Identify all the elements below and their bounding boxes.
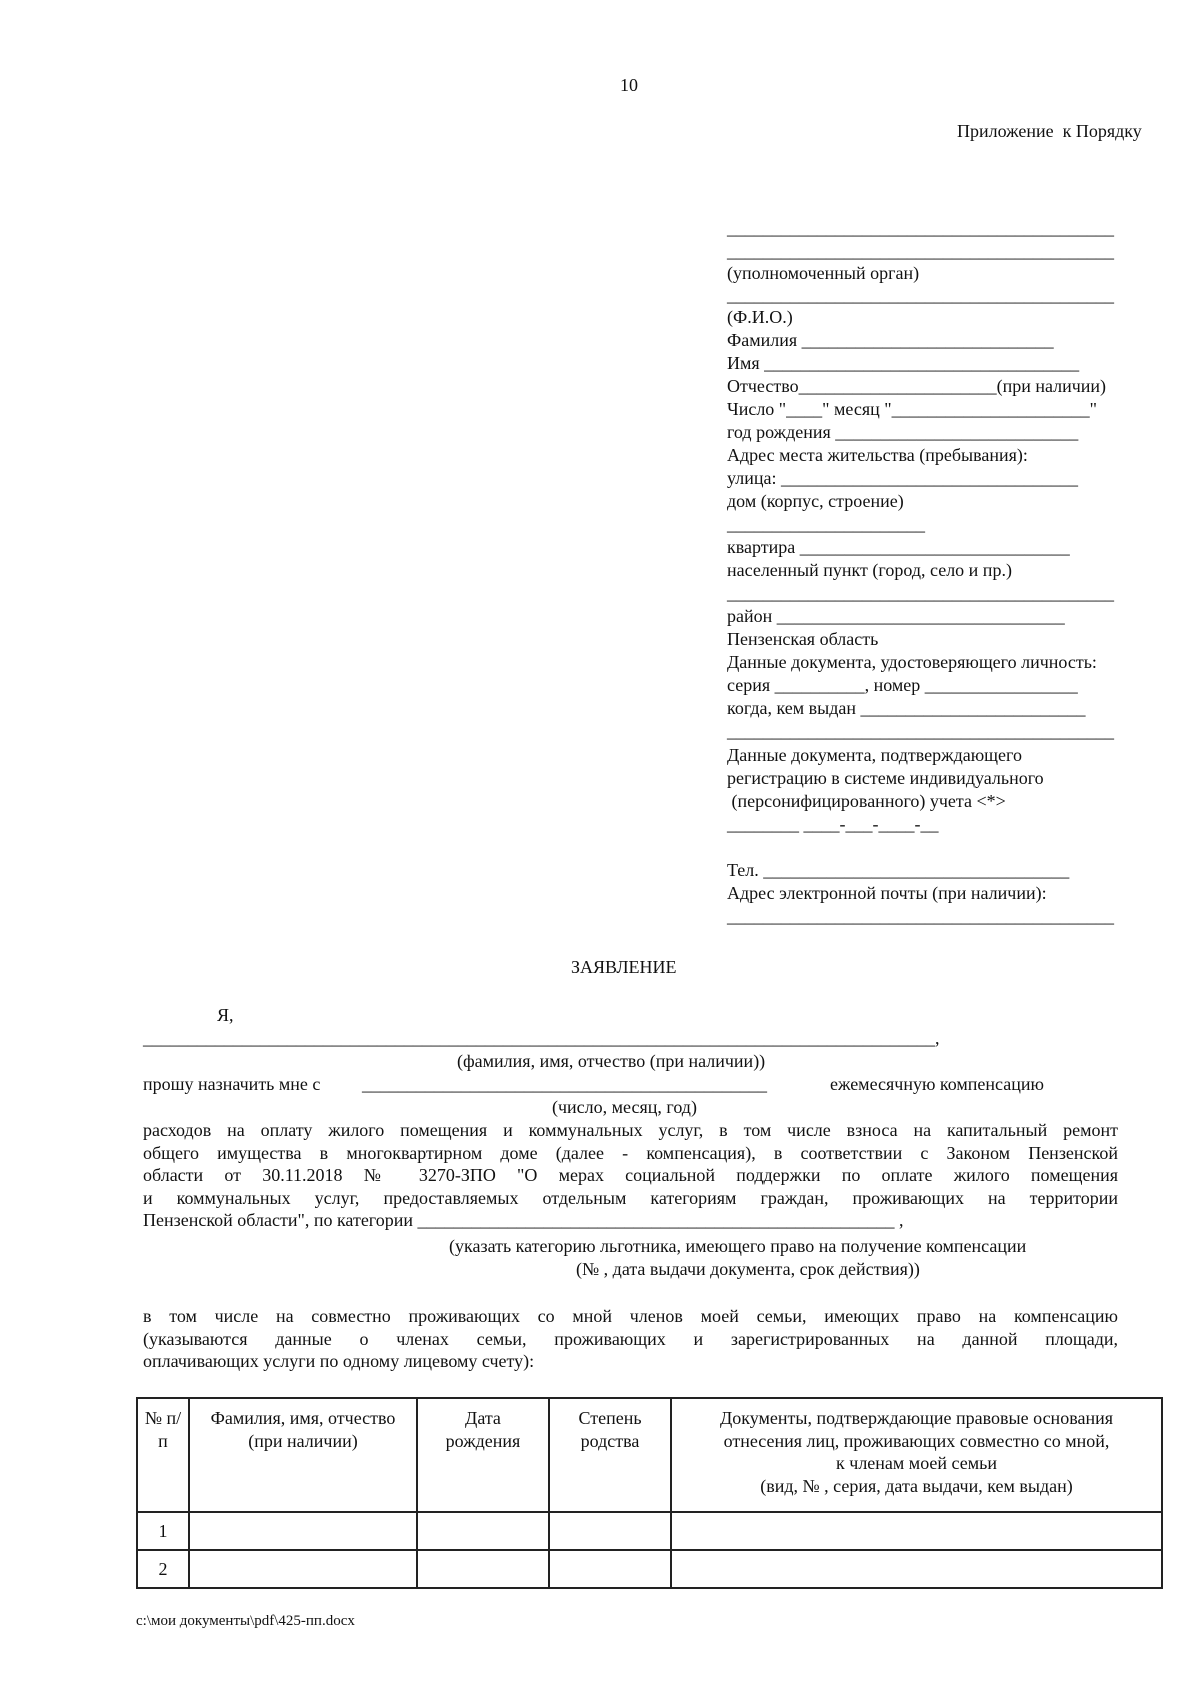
birth-year-field: год рождения ___________________________ [727, 422, 1079, 442]
statement-paragraph-line: общего имущества в многоквартирном доме (далее - компенсация), в соответствии с Законом Пензенской [143, 1142, 1118, 1163]
authority-caption: (уполномоченный орган) [727, 263, 920, 283]
header-documents: Документы, подтверждающие правовые основания отнесения лиц, проживающих совместно со мной, к членам моей семьи (вид, № , серия, дата выдачи, кем выдан) [671, 1398, 1162, 1512]
statement-paragraph-line: расходов на оплату жилого помещения и коммунальных услуг, в том числе взноса на капитальный ремонт [143, 1120, 1118, 1140]
applicant-name-line: ________________________________________________________________________________________, [143, 1028, 940, 1048]
street-field: улица: _________________________________ [727, 468, 1078, 488]
region-text: Пензенская область [727, 629, 879, 649]
family-members-table [136, 1397, 1163, 1589]
birth-date-cell [417, 1512, 549, 1550]
authority-line-2: ___________________________________________ [727, 241, 1114, 261]
house-field: ______________________ [727, 514, 925, 534]
page-number: 10 [620, 75, 638, 95]
phone-field: Тел. __________________________________ [727, 860, 1070, 880]
statement-paragraph-line: области от 30.11.2018 № 3270-ЗПО "О мерах социальной поддержки по оплате жилого помещения [143, 1165, 1118, 1185]
category-caption-2: (№ , дата выдачи документа, срок действия)) [576, 1259, 920, 1279]
snils-field: ________ ____-___-____-__ [727, 814, 939, 834]
email-caption: Адрес электронной почты (при наличии): [727, 883, 1047, 903]
documents-cell [671, 1550, 1162, 1588]
request-date-line: _____________________________________________ [362, 1074, 767, 1094]
authority-line-1: ___________________________________________ [727, 218, 1114, 238]
address-caption: Адрес места жительства (пребывания): [727, 445, 1028, 465]
snils-caption-3: (персонифицированного) учета <*> [727, 791, 1006, 811]
first-name-field: Имя ___________________________________ [727, 353, 1080, 373]
applicant-name-caption: (фамилия, имя, отчество (при наличии)) [457, 1051, 766, 1071]
relationship-cell [549, 1512, 671, 1550]
table-row [137, 1512, 1162, 1550]
family-paragraph [143, 1305, 1118, 1373]
statement-title: ЗАЯВЛЕНИЕ [571, 957, 677, 977]
statement-paragraph-line: и коммунальных услуг, предоставляемых отдельным категориям граждан, проживающих на территории [143, 1187, 1118, 1208]
fio-caption: (Ф.И.О.) [727, 307, 793, 327]
header-relationship: Степень родства [549, 1398, 671, 1512]
id-doc-caption: Данные документа, удостоверяющего личность: [727, 652, 1097, 672]
statement-i: Я, [217, 1005, 234, 1025]
full-name-cell [189, 1550, 417, 1588]
table-row [137, 1550, 1162, 1588]
id-series-number-field: серия __________, номер _________________ [727, 675, 1078, 695]
request-date-caption: (число, месяц, год) [552, 1097, 697, 1117]
locality-caption: населенный пункт (город, село и пр.) [727, 560, 1012, 580]
relationship-cell [549, 1550, 671, 1588]
footer-file-path: c:\мои документы\pdf\425-пп.docx [136, 1613, 355, 1629]
id-issued-field: когда, кем выдан _________________________ [727, 698, 1086, 718]
patronymic-field: Отчество______________________(при наличии) [727, 376, 1107, 396]
birth-date-cell [417, 1550, 549, 1588]
header-number: № п/ п [137, 1398, 189, 1512]
category-caption-1: (указать категорию льготника, имеющего право на получение компенсации [449, 1236, 1027, 1256]
apartment-field: квартира ______________________________ [727, 537, 1070, 557]
snils-caption-1: Данные документа, подтверждающего [727, 745, 1022, 765]
fio-line: ___________________________________________ [727, 285, 1114, 305]
district-field: район ________________________________ [727, 606, 1065, 626]
statement-paragraph-line: Пензенской области", по категории _____________________________________________________ , [143, 1210, 904, 1230]
row-number: 1 [137, 1512, 189, 1550]
full-name-cell [189, 1512, 417, 1550]
family-paragraph-line: (указываются данные о членах семьи, проживающих и зарегистрированных на данной площади, [143, 1328, 1118, 1349]
request-suffix: ежемесячную компенсацию [830, 1074, 1044, 1094]
locality-field: ___________________________________________ [727, 583, 1114, 603]
email-field: ___________________________________________ [727, 906, 1114, 926]
request-prefix: прошу назначить мне с [143, 1074, 321, 1094]
birth-day-month-field: Число "____" месяц "______________________" [727, 399, 1097, 419]
appendix-label: Приложение к Порядку [957, 121, 1142, 141]
house-caption: дом (корпус, строение) [727, 491, 904, 511]
statement-paragraph [143, 1119, 1118, 1232]
header-birth-date: Дата рождения [417, 1398, 549, 1512]
row-number: 2 [137, 1550, 189, 1588]
id-issued-line: ___________________________________________ [727, 721, 1114, 741]
snils-caption-2: регистрацию в системе индивидуального [727, 768, 1044, 788]
documents-cell [671, 1512, 1162, 1550]
table-header-row [137, 1398, 1162, 1512]
surname-field: Фамилия ____________________________ [727, 330, 1054, 350]
header-full-name: Фамилия, имя, отчество (при наличии) [189, 1398, 417, 1512]
family-paragraph-line: в том числе на совместно проживающих со мной членов моей семьи, имеющих право на компенсацию [143, 1306, 1118, 1326]
family-paragraph-line: оплачивающих услуги по одному лицевому счету): [143, 1351, 535, 1371]
